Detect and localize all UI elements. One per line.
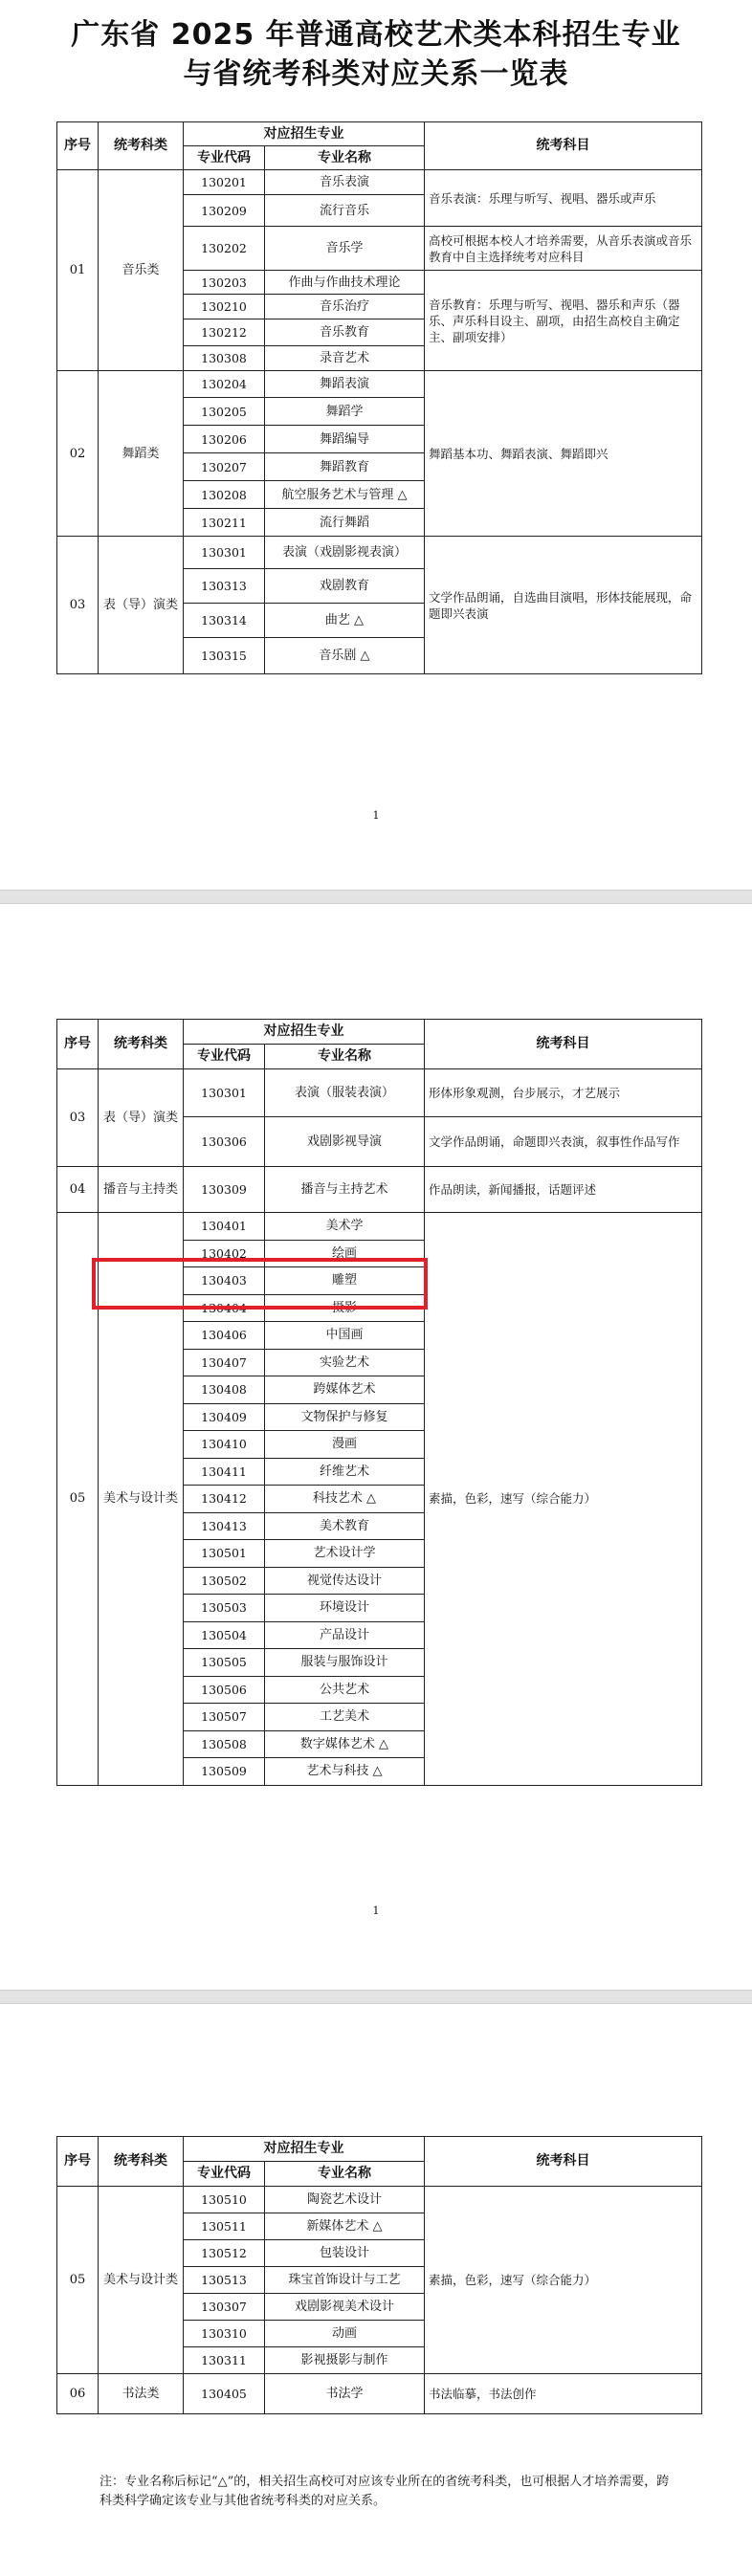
major-code: 130206 xyxy=(184,426,265,453)
major-code: 130310 xyxy=(184,2321,265,2347)
subjects-cell: 素描，色彩，速写（综合能力） xyxy=(425,1213,702,1786)
major-name: 录音艺术 xyxy=(265,346,425,371)
page-number: 1 xyxy=(372,809,380,822)
major-name: 作曲与作曲技术理论 xyxy=(265,271,425,295)
seq-cell: 03 xyxy=(57,537,99,674)
major-code: 130405 xyxy=(184,2374,265,2414)
header-seq: 序号 xyxy=(57,2137,99,2187)
major-name: 流行舞蹈 xyxy=(265,509,425,537)
major-code: 130407 xyxy=(184,1349,265,1376)
major-code: 130403 xyxy=(184,1267,265,1295)
major-name: 中国画 xyxy=(265,1322,425,1350)
table-row xyxy=(57,2187,702,2213)
major-name: 视觉传达设计 xyxy=(265,1567,425,1595)
seq-cell: 05 xyxy=(57,2187,99,2374)
major-code: 130508 xyxy=(184,1730,265,1758)
major-name: 数字媒体艺术 △ xyxy=(265,1730,425,1758)
major-code: 130409 xyxy=(184,1403,265,1431)
major-code: 130202 xyxy=(184,227,265,271)
major-code: 130203 xyxy=(184,271,265,295)
highlight-box xyxy=(92,1258,428,1310)
major-name: 纤维艺术 xyxy=(265,1458,425,1486)
major-code: 130504 xyxy=(184,1621,265,1649)
subjects-cell: 作品朗读，新闻播报，话题评述 xyxy=(425,1167,702,1213)
major-code: 130509 xyxy=(184,1758,265,1786)
header-seq: 序号 xyxy=(57,122,99,170)
subjects-cell: 高校可根据本校人才培养需要，从音乐表演或音乐教育中自主选择统考对应科目 xyxy=(425,227,702,271)
major-name: 播音与主持艺术 xyxy=(265,1167,425,1213)
major-name: 音乐教育 xyxy=(265,319,425,346)
subjects-cell: 音乐教育：乐理与听写、视唱、器乐和声乐（器乐、声乐科目设主、副项，由招生高校自主确定主、副项安排） xyxy=(425,271,702,371)
major-name: 环境设计 xyxy=(265,1595,425,1622)
major-name: 曲艺 △ xyxy=(265,604,425,638)
major-name: 流行音乐 xyxy=(265,195,425,227)
major-name: 航空服务艺术与管理 △ xyxy=(265,481,425,509)
major-code: 130307 xyxy=(184,2294,265,2321)
major-code: 130204 xyxy=(184,371,265,398)
major-name: 摄影 xyxy=(265,1294,425,1322)
subjects-cell: 形体形象观测，台步展示，才艺展示 xyxy=(425,1069,702,1117)
category-cell: 舞蹈类 xyxy=(99,371,184,537)
header-category: 统考科类 xyxy=(99,2137,184,2187)
header-category: 统考科类 xyxy=(99,1020,184,1069)
major-code: 130208 xyxy=(184,481,265,509)
major-name: 文物保护与修复 xyxy=(265,1403,425,1431)
document-page-2 xyxy=(0,904,752,1990)
major-code: 130406 xyxy=(184,1322,265,1350)
major-code: 130412 xyxy=(184,1486,265,1513)
major-code: 130401 xyxy=(184,1213,265,1241)
table-row xyxy=(57,1213,702,1241)
header-name: 专业名称 xyxy=(265,2162,425,2187)
major-name: 影视摄影与制作 xyxy=(265,2347,425,2374)
header-name: 专业名称 xyxy=(265,146,425,170)
major-code: 130505 xyxy=(184,1649,265,1677)
seq-cell: 05 xyxy=(57,1213,99,1786)
table-row xyxy=(57,1167,702,1213)
seq-cell: 04 xyxy=(57,1167,99,1213)
header-major-group: 对应招生专业 xyxy=(184,1020,425,1045)
major-name: 跨媒体艺术 xyxy=(265,1376,425,1404)
seq-cell: 03 xyxy=(57,1069,99,1167)
major-name: 书法学 xyxy=(265,2374,425,2414)
major-name: 舞蹈学 xyxy=(265,398,425,426)
major-name: 雕塑 xyxy=(265,1267,425,1295)
major-code: 130313 xyxy=(184,569,265,604)
category-cell: 表（导）演类 xyxy=(99,1069,184,1167)
major-name: 舞蹈表演 xyxy=(265,371,425,398)
major-name: 戏剧影视美术设计 xyxy=(265,2294,425,2321)
header-name: 专业名称 xyxy=(265,1045,425,1069)
major-name: 戏剧影视导演 xyxy=(265,1117,425,1167)
major-name: 动画 xyxy=(265,2321,425,2347)
major-name: 美术教育 xyxy=(265,1512,425,1540)
category-cell: 美术与设计类 xyxy=(99,1213,184,1786)
table-row xyxy=(57,371,702,398)
category-cell: 美术与设计类 xyxy=(99,2187,184,2374)
major-name: 美术学 xyxy=(265,1213,425,1241)
major-name: 音乐学 xyxy=(265,227,425,271)
major-code: 130404 xyxy=(184,1294,265,1322)
category-cell: 表（导）演类 xyxy=(99,537,184,674)
major-name: 绘画 xyxy=(265,1240,425,1267)
major-name: 新媒体艺术 △ xyxy=(265,2213,425,2240)
document-title-line1: 广东省 2025 年普通高校艺术类本科招生专业 xyxy=(71,18,681,52)
header-major-group: 对应招生专业 xyxy=(184,122,425,146)
major-code: 130513 xyxy=(184,2267,265,2294)
major-code: 130205 xyxy=(184,398,265,426)
major-code: 130314 xyxy=(184,604,265,638)
header-code: 专业代码 xyxy=(184,146,265,170)
major-code: 130512 xyxy=(184,2240,265,2267)
major-name: 陶瓷艺术设计 xyxy=(265,2187,425,2213)
major-name: 产品设计 xyxy=(265,1621,425,1649)
subjects-cell: 音乐表演：乐理与听写、视唱、器乐或声乐 xyxy=(425,170,702,227)
header-major-group: 对应招生专业 xyxy=(184,2137,425,2162)
major-code: 130507 xyxy=(184,1704,265,1731)
major-code: 130301 xyxy=(184,537,265,569)
subjects-cell: 书法临摹，书法创作 xyxy=(425,2374,702,2414)
table-row xyxy=(57,1069,702,1117)
category-cell: 音乐类 xyxy=(99,170,184,371)
major-name: 表演（服装表演） xyxy=(265,1069,425,1117)
subjects-cell: 文学作品朗诵，命题即兴表演，叙事性作品写作 xyxy=(425,1117,702,1167)
major-name: 艺术与科技 △ xyxy=(265,1758,425,1786)
major-name: 舞蹈编导 xyxy=(265,426,425,453)
page-separator xyxy=(0,890,752,904)
document-page-3 xyxy=(0,2004,752,2576)
subjects-cell: 素描，色彩，速写（综合能力） xyxy=(425,2187,702,2374)
major-name: 音乐剧 △ xyxy=(265,638,425,674)
footnote: 注：专业名称后标记“△”的，相关招生高校可对应该专业所在的省统考科类，也可根据人才培养需要，跨科类科学确定该专业与其他省统考科类的对应关系。 xyxy=(100,2475,670,2508)
major-code: 130306 xyxy=(184,1117,265,1167)
page-number: 1 xyxy=(372,1904,380,1917)
major-code: 130408 xyxy=(184,1376,265,1404)
subjects-cell: 舞蹈基本功、舞蹈表演、舞蹈即兴 xyxy=(425,371,702,537)
major-name: 服装与服饰设计 xyxy=(265,1649,425,1677)
major-code: 130501 xyxy=(184,1540,265,1568)
mapping-table-page1 xyxy=(56,121,702,674)
major-code: 130209 xyxy=(184,195,265,227)
major-code: 130410 xyxy=(184,1431,265,1459)
major-code: 130308 xyxy=(184,346,265,371)
header-category: 统考科类 xyxy=(99,122,184,170)
header-seq: 序号 xyxy=(57,1020,99,1069)
major-code: 130506 xyxy=(184,1676,265,1704)
major-code: 130309 xyxy=(184,1167,265,1213)
page-separator xyxy=(0,1990,752,2004)
major-code: 130411 xyxy=(184,1458,265,1486)
major-code: 130511 xyxy=(184,2213,265,2240)
seq-cell: 02 xyxy=(57,371,99,537)
major-code: 130510 xyxy=(184,2187,265,2213)
major-name: 漫画 xyxy=(265,1431,425,1459)
major-name: 工艺美术 xyxy=(265,1704,425,1731)
table-row xyxy=(57,537,702,569)
header-code: 专业代码 xyxy=(184,2162,265,2187)
major-name: 包装设计 xyxy=(265,2240,425,2267)
major-code: 130211 xyxy=(184,509,265,537)
major-code: 130402 xyxy=(184,1240,265,1267)
major-code: 130201 xyxy=(184,170,265,195)
major-name: 表演（戏剧影视表演） xyxy=(265,537,425,569)
major-name: 艺术设计学 xyxy=(265,1540,425,1568)
seq-cell: 01 xyxy=(57,170,99,371)
subjects-cell: 文学作品朗诵，自选曲目演唱，形体技能展现，命题即兴表演 xyxy=(425,537,702,674)
header-subjects: 统考科目 xyxy=(425,122,702,170)
major-name: 珠宝首饰设计与工艺 xyxy=(265,2267,425,2294)
seq-cell: 06 xyxy=(57,2374,99,2414)
major-code: 130503 xyxy=(184,1595,265,1622)
major-code: 130301 xyxy=(184,1069,265,1117)
major-code: 130207 xyxy=(184,453,265,481)
category-cell: 播音与主持类 xyxy=(99,1167,184,1213)
major-code: 130210 xyxy=(184,295,265,319)
major-name: 舞蹈教育 xyxy=(265,453,425,481)
header-code: 专业代码 xyxy=(184,1045,265,1069)
major-name: 科技艺术 △ xyxy=(265,1486,425,1513)
table-row xyxy=(57,170,702,195)
header-subjects: 统考科目 xyxy=(425,2137,702,2187)
major-code: 130502 xyxy=(184,1567,265,1595)
major-name: 戏剧教育 xyxy=(265,569,425,604)
major-code: 130413 xyxy=(184,1512,265,1540)
major-name: 公共艺术 xyxy=(265,1676,425,1704)
major-name: 音乐治疗 xyxy=(265,295,425,319)
mapping-table-page2 xyxy=(56,1019,702,1786)
header-subjects: 统考科目 xyxy=(425,1020,702,1069)
major-code: 130315 xyxy=(184,638,265,674)
major-name: 音乐表演 xyxy=(265,170,425,195)
document-page-1 xyxy=(0,0,752,890)
category-cell: 书法类 xyxy=(99,2374,184,2414)
major-code: 130212 xyxy=(184,319,265,346)
document-title-line2: 与省统考科类对应关系一览表 xyxy=(183,57,569,91)
major-name: 实验艺术 xyxy=(265,1349,425,1376)
major-code: 130311 xyxy=(184,2347,265,2374)
mapping-table-page3 xyxy=(56,2136,702,2414)
table-row xyxy=(57,2374,702,2414)
